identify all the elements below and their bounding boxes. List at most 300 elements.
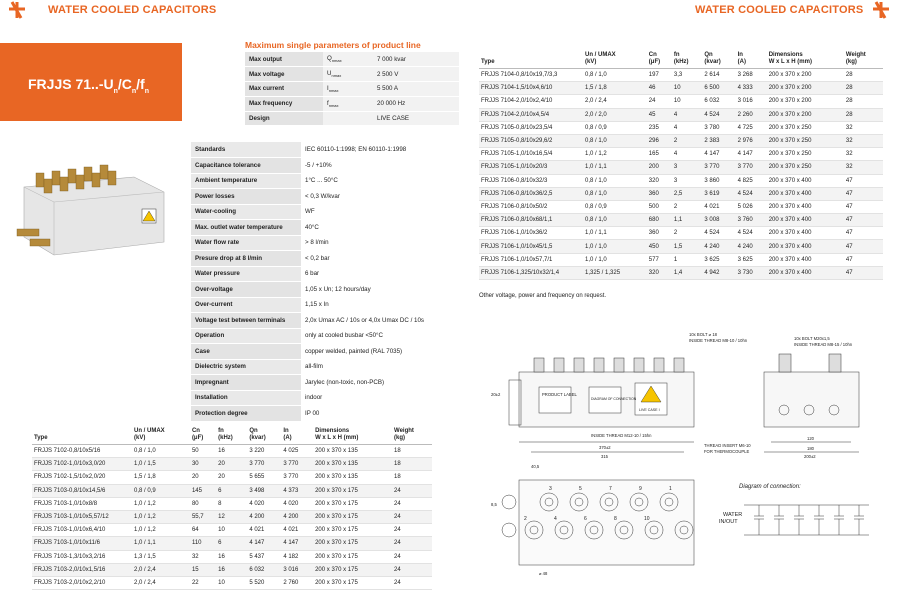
spec-label: Water pressure — [191, 266, 301, 282]
table-cell: 1,0 / 1,2 — [132, 497, 190, 510]
table-cell: 200 x 370 x 400 — [767, 227, 844, 240]
table-cell: 4 200 — [247, 510, 281, 523]
drawing-product-label: PRODUCT LABEL — [542, 392, 577, 397]
table-cell: 235 — [647, 121, 672, 134]
table-cell: 500 — [647, 200, 672, 213]
table-cell: 4 — [672, 121, 703, 134]
table-cell: 360 — [647, 187, 672, 200]
table-row — [479, 95, 883, 108]
table-cell: 3 — [672, 174, 703, 187]
table-row — [479, 161, 883, 174]
table-cell: 50 — [190, 445, 216, 458]
table-cell: 10 — [216, 576, 247, 589]
max-param-symbol: $I_{nmax}$ — [323, 82, 373, 97]
table-cell: FRJJS 7103-0,8/10x14,5/6 — [32, 484, 132, 497]
table-cell: 18 — [392, 471, 432, 484]
table-cell: 1,0 / 1,0 — [583, 240, 647, 253]
table-cell: 4 240 — [736, 240, 767, 253]
spec-row — [191, 173, 431, 189]
table-cell: 3 730 — [736, 266, 767, 279]
table-cell: FRJJS 7103-2,0/10x2,2/10 — [32, 576, 132, 589]
max-param-value: 2 500 V — [373, 67, 459, 82]
table-cell: 28 — [844, 95, 883, 108]
spec-value: all-film — [301, 359, 431, 375]
table-cell: 3 619 — [702, 187, 735, 200]
spec-row — [191, 390, 431, 406]
table-cell: 320 — [647, 266, 672, 279]
drawing-diagram-label: DIAGRAM OF CONNECTION — [591, 397, 637, 401]
table-cell: 0,8 / 1,0 — [132, 445, 190, 458]
spec-value: copper welded, painted (RAL 7035) — [301, 344, 431, 360]
table-cell: 4 020 — [281, 497, 313, 510]
table-cell: 3 008 — [702, 214, 735, 227]
table-cell: 1,5 / 1,8 — [132, 471, 190, 484]
table-cell: 0,8 / 1,0 — [583, 214, 647, 227]
spec-label: Case — [191, 344, 301, 360]
spec-label: Voltage test between terminals — [191, 313, 301, 329]
table-cell: 577 — [647, 253, 672, 266]
table-cell: 2 — [672, 134, 703, 147]
table-cell: FRJJS 7104-2,0/10x4,5/4 — [479, 108, 583, 121]
table-cell: 1,0 / 1,2 — [132, 524, 190, 537]
table-cell: 47 — [844, 200, 883, 213]
spec-value: < 0,2 bar — [301, 251, 431, 267]
table-cell: 0,8 / 1,0 — [583, 69, 647, 82]
table-cell: 200 x 370 x 400 — [767, 187, 844, 200]
spec-value: 1,05 x Un; 12 hours/day — [301, 282, 431, 298]
terminal-label: 5 — [579, 486, 582, 492]
table-cell: 4 — [672, 148, 703, 161]
table-cell: 3 770 — [281, 458, 313, 471]
capacitor-product-image — [14, 147, 174, 259]
table-cell: FRJJS 7102-0,8/10x5/16 — [32, 445, 132, 458]
spec-label: Water-cooling — [191, 204, 301, 220]
table-cell: 110 — [190, 537, 216, 550]
spec-label: Protection degree — [191, 406, 301, 422]
drawing-thermocouple-label: FOR THERMOCOUPLE — [704, 449, 750, 454]
table-cell: 3 770 — [281, 471, 313, 484]
table-cell: 1,0 / 1,1 — [132, 537, 190, 550]
table-cell: 4 020 — [247, 497, 281, 510]
table-cell: 4 240 — [702, 240, 735, 253]
spec-label: Ambient temperature — [191, 173, 301, 189]
drawing-bolt-label-2: 10x BOLT M20x1,5 — [794, 336, 830, 341]
table-cell: 2 614 — [702, 69, 735, 82]
table-cell: 32 — [844, 134, 883, 147]
spec-label: Over-voltage — [191, 282, 301, 298]
table-cell: 1,5 / 1,8 — [583, 82, 647, 95]
max-param-symbol: $U_{nmax}$ — [323, 67, 373, 82]
drawing-dimension-370: 370±2 — [599, 445, 611, 450]
spec-value: WF — [301, 204, 431, 220]
spec-row — [191, 328, 431, 344]
table-cell: 2,0 / 2,0 — [583, 108, 647, 121]
table-cell: FRJJS 7102-1,5/10x2,0/20 — [32, 471, 132, 484]
table-cell: 320 — [647, 174, 672, 187]
table-cell: 24 — [392, 550, 432, 563]
table-cell: 200 x 370 x 400 — [767, 200, 844, 213]
table-row — [32, 550, 432, 563]
table-cell: FRJJS 7106-0,8/10x36/2,5 — [479, 187, 583, 200]
table-cell: FRJJS 7104-0,8/10x19,7/3,3 — [479, 69, 583, 82]
drawing-dimension-200: 200±2 — [804, 454, 816, 459]
table-cell: 28 — [844, 108, 883, 121]
table-cell: 165 — [647, 148, 672, 161]
table-cell: 6 — [216, 537, 247, 550]
table-cell: 47 — [844, 174, 883, 187]
spec-label: Max. outlet water temperature — [191, 220, 301, 236]
table-cell: 16 — [216, 563, 247, 576]
spec-row — [191, 220, 431, 236]
table-row — [32, 471, 432, 484]
table-cell: 30 — [190, 458, 216, 471]
table-cell: 1 — [672, 253, 703, 266]
table-cell: 3 220 — [247, 445, 281, 458]
table-cell: 32 — [190, 550, 216, 563]
table-row — [32, 445, 432, 458]
models-table-left — [32, 426, 432, 590]
max-param-symbol — [323, 111, 373, 126]
table-cell: 22 — [190, 576, 216, 589]
col-type: Type — [479, 50, 583, 69]
table-cell: 200 x 370 x 400 — [767, 240, 844, 253]
table-cell: 55,7 — [190, 510, 216, 523]
max-param-row — [245, 82, 459, 97]
table-cell: 3 770 — [702, 161, 735, 174]
table-cell: 0,8 / 1,0 — [583, 134, 647, 147]
drawing-dimension-120: 120 — [807, 436, 814, 441]
table-cell: 4 825 — [736, 174, 767, 187]
table-cell: 16 — [216, 550, 247, 563]
table-cell: 28 — [844, 69, 883, 82]
brand-logo-left — [6, 0, 28, 20]
table-cell: FRJJS 7106-1,0/10x57,7/1 — [479, 253, 583, 266]
table-cell: 1,0 / 1,5 — [132, 458, 190, 471]
table-cell: 1,0 / 1,2 — [132, 510, 190, 523]
col-frequency: fn (kHz) — [672, 50, 703, 69]
drawing-thread-label-4: THREAD INSERT M6-10 — [704, 443, 751, 448]
table-cell: 6 — [216, 484, 247, 497]
table-cell: 200 x 370 x 400 — [767, 174, 844, 187]
table-row — [32, 484, 432, 497]
terminal-label: 2 — [524, 516, 527, 522]
table-cell: 6 032 — [247, 563, 281, 576]
table-cell: 200 x 370 x 135 — [313, 458, 392, 471]
drawing-dimension-180: 180 — [807, 446, 814, 451]
table-cell: 2 — [672, 200, 703, 213]
table-cell: 4 — [672, 108, 703, 121]
max-param-value: 5 500 A — [373, 82, 459, 97]
table-cell: FRJJS 7106-0,8/10x68/1,1 — [479, 214, 583, 227]
table-cell: 200 x 370 x 175 — [313, 563, 392, 576]
terminal-label: 1 — [669, 486, 672, 492]
table-cell: 200 x 370 x 200 — [767, 82, 844, 95]
table-cell: FRJJS 7106-0,8/10x32/3 — [479, 174, 583, 187]
table-cell: 3 — [672, 161, 703, 174]
table-cell: 200 x 370 x 250 — [767, 121, 844, 134]
table-cell: 2,5 — [672, 187, 703, 200]
spec-value: indoor — [301, 390, 431, 406]
table-row — [479, 82, 883, 95]
table-cell: 3 770 — [247, 458, 281, 471]
table-cell: 8 — [216, 497, 247, 510]
request-note: Other voltage, power and frequency on request. — [479, 293, 607, 299]
spec-label: Standards — [191, 142, 301, 158]
spec-row — [191, 235, 431, 251]
max-param-symbol: $f_{nmax}$ — [323, 96, 373, 111]
diagram-title: Diagram of connection: — [739, 484, 801, 490]
table-cell: 24 — [392, 537, 432, 550]
table-cell: 4 200 — [281, 510, 313, 523]
terminal-label: 8 — [614, 516, 617, 522]
spec-row — [191, 375, 431, 391]
table-cell: 10 — [672, 95, 703, 108]
table-cell: 0,8 / 0,9 — [583, 121, 647, 134]
spec-label: Dielectric system — [191, 359, 301, 375]
table-cell: 1,0 / 1,2 — [583, 148, 647, 161]
spec-label: Presure drop at 8 l/min — [191, 251, 301, 267]
table-cell: FRJJS 7102-1,0/10x3,0/20 — [32, 458, 132, 471]
col-dimensions: Dimensions W x L x H (mm) — [767, 50, 844, 69]
spec-value: IEC 60110-1:1998; EN 60110-1:1998 — [301, 142, 431, 158]
table-cell: 24 — [392, 563, 432, 576]
table-cell: 20 — [190, 471, 216, 484]
table-cell: 24 — [392, 576, 432, 589]
table-cell: FRJJS 7104-2,0/10x2,4/10 — [479, 95, 583, 108]
max-param-label: Design — [245, 111, 323, 126]
spec-row — [191, 189, 431, 205]
max-param-value: 20 000 Hz — [373, 96, 459, 111]
table-cell: 0,8 / 1,0 — [583, 174, 647, 187]
table-cell: 4 147 — [702, 148, 735, 161]
table-cell: 200 x 370 x 175 — [313, 510, 392, 523]
col-frequency: fn (kHz) — [216, 426, 247, 445]
drawing-thread-label-2: INSIDE THREAD M8-15 / 10hn — [794, 342, 853, 347]
col-voltage: Un / UMAX (kV) — [583, 50, 647, 69]
brand-logo-right — [870, 0, 892, 20]
table-cell: 200 x 370 x 250 — [767, 148, 844, 161]
spec-label: Water flow rate — [191, 235, 301, 251]
spec-row — [191, 142, 431, 158]
spec-row — [191, 158, 431, 174]
table-cell: 4 725 — [736, 121, 767, 134]
table-cell: 5 026 — [736, 200, 767, 213]
table-cell: 12 — [216, 510, 247, 523]
table-cell: 10 — [672, 82, 703, 95]
table-row — [479, 200, 883, 213]
table-cell: FRJJS 7106-1,0/10x45/1,5 — [479, 240, 583, 253]
table-cell: 3 780 — [702, 121, 735, 134]
spec-label: Impregnant — [191, 375, 301, 391]
table-cell: 0,8 / 0,9 — [583, 200, 647, 213]
table-cell: 197 — [647, 69, 672, 82]
spec-value: Jarylec (non-toxic, non-PCB) — [301, 375, 431, 391]
max-param-value: LIVE CASE — [373, 111, 459, 126]
specifications-table — [191, 142, 431, 422]
table-cell: 24 — [392, 510, 432, 523]
table-cell: 32 — [844, 161, 883, 174]
col-power: Qn (kvar) — [247, 426, 281, 445]
spec-value: > 8 l/min — [301, 235, 431, 251]
table-row — [32, 563, 432, 576]
spec-row — [191, 313, 431, 329]
table-cell: FRJJS 7106-1,325/10x32/1,4 — [479, 266, 583, 279]
table-row — [479, 108, 883, 121]
table-cell: 5 437 — [247, 550, 281, 563]
product-series-title: FRJJS $71..-U_n/C_n/f_n$ — [0, 43, 182, 121]
table-cell: 4 021 — [247, 524, 281, 537]
spec-value: 1°C ... 50°C — [301, 173, 431, 189]
table-cell: 3,3 — [672, 69, 703, 82]
table-cell: 200 x 370 x 175 — [313, 576, 392, 589]
table-cell: FRJJS 7105-0,8/10x29,6/2 — [479, 134, 583, 147]
header-title-left: WATER COOLED CAPACITORS — [48, 4, 217, 16]
spec-row — [191, 406, 431, 422]
table-cell: 200 x 370 x 175 — [313, 524, 392, 537]
table-cell: 680 — [647, 214, 672, 227]
table-cell: 47 — [844, 227, 883, 240]
table-row — [479, 214, 883, 227]
table-cell: FRJJS 7106-0,8/10x50/2 — [479, 200, 583, 213]
drawing-dimension-315: 315 — [601, 454, 608, 459]
drawing-bolt-label-1: 10x BOLT ⌀ 18 — [689, 332, 717, 337]
table-cell: 200 x 370 x 175 — [313, 484, 392, 497]
table-cell: FRJJS 7103-2,0/10x1,5/16 — [32, 563, 132, 576]
table-cell: 200 x 370 x 250 — [767, 134, 844, 147]
table-cell: 200 x 370 x 250 — [767, 161, 844, 174]
table-cell: 1,1 — [672, 214, 703, 227]
max-param-label: Max voltage — [245, 67, 323, 82]
terminal-label: 4 — [554, 516, 557, 522]
models-table-right — [479, 50, 883, 280]
table-cell: 24 — [392, 484, 432, 497]
header-title-right: WATER COOLED CAPACITORS — [695, 4, 864, 16]
table-cell: 2,0 / 2,4 — [132, 563, 190, 576]
table-cell: FRJJS 7106-1,0/10x36/2 — [479, 227, 583, 240]
table-cell: 3 760 — [736, 214, 767, 227]
table-cell: 32 — [844, 121, 883, 134]
table-cell: 3 860 — [702, 174, 735, 187]
table-cell: 2 383 — [702, 134, 735, 147]
table-cell: 296 — [647, 134, 672, 147]
table-cell: 47 — [844, 187, 883, 200]
max-parameters-table — [245, 52, 459, 126]
table-cell: FRJJS 7103-1,0/10x11/6 — [32, 537, 132, 550]
table-header-row — [32, 426, 432, 445]
table-cell: 2,0 / 2,4 — [583, 95, 647, 108]
table-cell: 47 — [844, 240, 883, 253]
table-cell: 2 — [672, 227, 703, 240]
technical-drawing — [479, 330, 899, 595]
table-cell: 32 — [844, 148, 883, 161]
table-cell: 3 770 — [736, 161, 767, 174]
spec-label: Capacitance tolerance — [191, 158, 301, 174]
col-dimensions: Dimensions W x L x H (mm) — [313, 426, 392, 445]
water-label: WATER — [723, 512, 743, 518]
table-cell: 47 — [844, 253, 883, 266]
terminal-label: 6 — [584, 516, 587, 522]
col-capacitance: Cn (μF) — [647, 50, 672, 69]
table-cell: 200 x 370 x 200 — [767, 69, 844, 82]
table-cell: 1,325 / 1,325 — [583, 266, 647, 279]
max-parameters-caption: Maximum single parameters of product line — [245, 40, 421, 50]
table-row — [479, 253, 883, 266]
spec-row — [191, 266, 431, 282]
max-param-label: Max current — [245, 82, 323, 97]
table-row — [32, 458, 432, 471]
table-row — [479, 134, 883, 147]
spec-value: 6 bar — [301, 266, 431, 282]
table-cell: FRJJS 7103-1,0/10x6,4/10 — [32, 524, 132, 537]
table-cell: 2 976 — [736, 134, 767, 147]
table-cell: 47 — [844, 266, 883, 279]
table-cell: 6 032 — [702, 95, 735, 108]
table-cell: 4 021 — [281, 524, 313, 537]
table-row — [32, 537, 432, 550]
table-row — [479, 174, 883, 187]
max-param-symbol: $Q_{nmax}$ — [323, 52, 373, 67]
table-cell: 450 — [647, 240, 672, 253]
table-cell: 0,8 / 1,0 — [583, 187, 647, 200]
spec-label: Operation — [191, 328, 301, 344]
table-row — [479, 187, 883, 200]
table-cell: 200 x 370 x 135 — [313, 471, 392, 484]
table-row — [32, 497, 432, 510]
max-param-row — [245, 111, 459, 126]
col-current: In (A) — [736, 50, 767, 69]
table-cell: 16 — [216, 445, 247, 458]
table-cell: 200 x 370 x 135 — [313, 445, 392, 458]
table-cell: 1,0 / 1,1 — [583, 161, 647, 174]
max-param-label: Max output — [245, 52, 323, 67]
table-cell: 4 942 — [702, 266, 735, 279]
spec-label: Installation — [191, 390, 301, 406]
drawing-dimension-48: ⌀ 48 — [539, 571, 548, 576]
spec-row — [191, 344, 431, 360]
table-cell: 18 — [392, 445, 432, 458]
col-power: Qn (kvar) — [702, 50, 735, 69]
table-cell: 5 655 — [247, 471, 281, 484]
drawing-dimension-8-5: 8,5 — [491, 502, 497, 507]
max-param-label: Max frequency — [245, 96, 323, 111]
table-cell: FRJJS 7105-1,0/10x20/3 — [479, 161, 583, 174]
table-cell: 4 524 — [736, 187, 767, 200]
table-cell: 47 — [844, 214, 883, 227]
table-cell: 4 524 — [702, 108, 735, 121]
table-cell: 4 182 — [281, 550, 313, 563]
spec-value: 2,0x Umax AC / 10s or 4,0x Umax DC / 10s — [301, 313, 431, 329]
table-cell: 360 — [647, 227, 672, 240]
terminal-label: 10 — [644, 516, 650, 522]
table-cell: 200 x 370 x 400 — [767, 214, 844, 227]
table-cell: 200 x 370 x 400 — [767, 253, 844, 266]
table-row — [479, 240, 883, 253]
table-cell: 3 016 — [281, 563, 313, 576]
table-cell: FRJJS 7103-1,3/10x3,2/16 — [32, 550, 132, 563]
table-header-row — [479, 50, 883, 69]
table-cell: 24 — [392, 524, 432, 537]
table-cell: 3 498 — [247, 484, 281, 497]
table-cell: FRJJS 7104-1,5/10x4,6/10 — [479, 82, 583, 95]
col-voltage: Un / UMAX (kV) — [132, 426, 190, 445]
table-cell: 2 760 — [281, 576, 313, 589]
table-cell: 2 260 — [736, 108, 767, 121]
table-cell: 1,5 — [672, 240, 703, 253]
col-type: Type — [32, 426, 132, 445]
table-cell: 45 — [647, 108, 672, 121]
spec-row — [191, 204, 431, 220]
table-cell: 200 x 370 x 175 — [313, 497, 392, 510]
